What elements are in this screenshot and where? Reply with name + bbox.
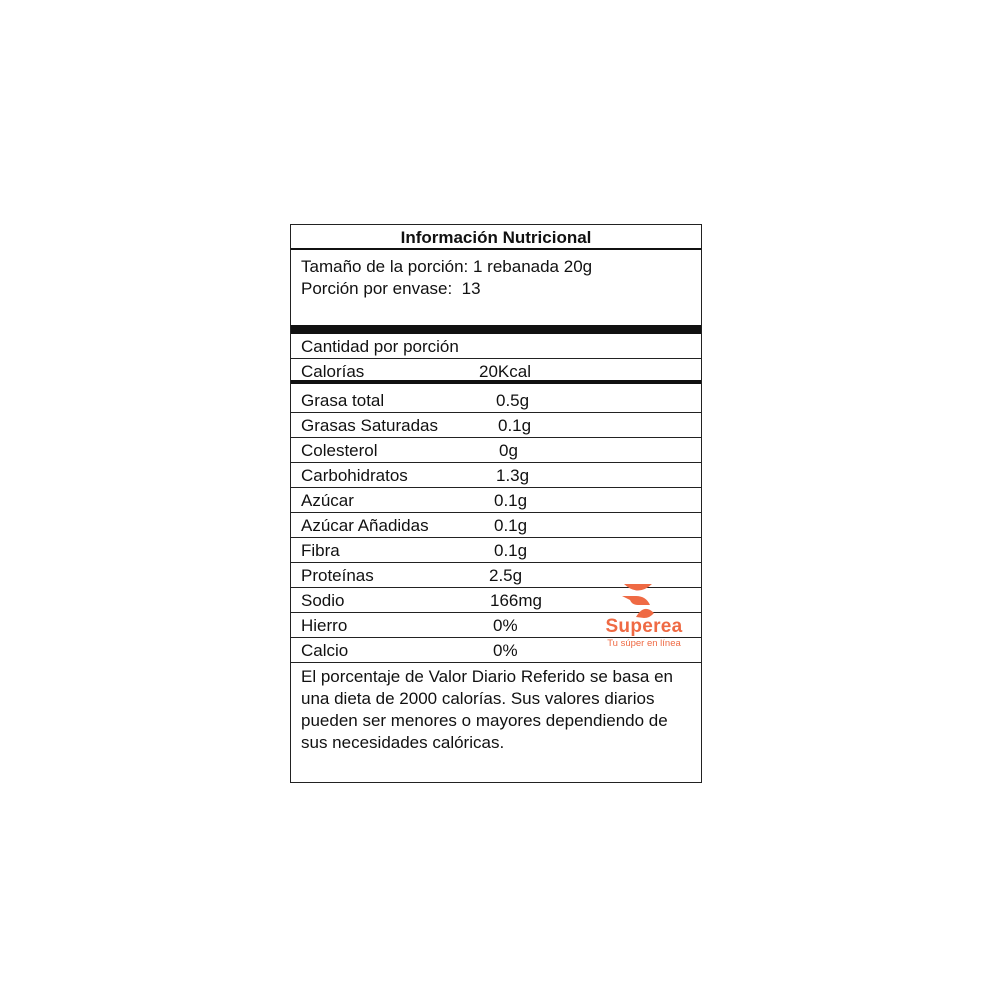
label-title: Información Nutricional <box>291 225 701 250</box>
nutrient-row-carbohidratos <box>291 463 701 488</box>
nutrient-row-grasas-saturadas <box>291 413 701 438</box>
nutrient-name: Colesterol <box>301 441 378 460</box>
nutrient-name: Grasas Saturadas <box>301 416 439 435</box>
superea-brand: Superea <box>605 616 683 637</box>
nutrient-name: Azúcar Añadidas <box>301 516 429 535</box>
nutrient-value: 0g <box>499 441 518 460</box>
nutrient-value: 0.1g <box>494 516 528 535</box>
nutrient-value: 0.1g <box>494 491 528 510</box>
superea-logo-icon <box>598 583 690 619</box>
serving-info <box>291 252 701 324</box>
nutrient-value: 1.3g <box>496 466 530 485</box>
nutrient-name: Carbohidratos <box>301 466 408 485</box>
nutrient-value: 0.1g <box>494 541 528 560</box>
nutrient-row-colesterol <box>291 438 701 463</box>
servings-per-container: Porción por envase: 13 <box>301 279 481 298</box>
nutrient-name: Calcio <box>301 641 349 660</box>
nutrient-name: Fibra <box>301 541 340 560</box>
nutrient-row-grasa-total <box>291 388 701 413</box>
nutrient-value: 166mg <box>490 591 542 610</box>
nutrition-label <box>290 224 702 783</box>
footnote: El porcentaje de Valor Diario Referido se basa en una dieta de 2000 calorías. Sus valores diarios pueden ser menores o mayores dependiendo de sus necesidades calóricas. <box>301 667 674 752</box>
amount-per-serving: Cantidad por porción <box>291 334 701 359</box>
calories-value: 20Kcal <box>479 362 531 381</box>
nutrient-value: 0% <box>493 641 518 660</box>
thick-divider <box>291 325 701 334</box>
nutrient-value: 0.1g <box>498 416 532 435</box>
nutrient-value: 0.5g <box>496 391 530 410</box>
superea-watermark <box>598 583 690 653</box>
nutrient-row-fibra <box>291 538 701 563</box>
nutrient-row-azucar <box>291 488 701 513</box>
calories-name: Calorías <box>301 362 365 381</box>
nutrient-row-azucar-anadidas <box>291 513 701 538</box>
nutrient-name: Proteínas <box>301 566 374 585</box>
nutrient-value: 0% <box>493 616 518 635</box>
calories-row <box>291 359 701 384</box>
nutrient-value: 2.5g <box>489 566 523 585</box>
nutrient-name: Sodio <box>301 591 345 610</box>
superea-tagline: Tu súper en línea <box>607 638 681 649</box>
nutrient-name: Grasa total <box>301 391 385 410</box>
serving-size: Tamaño de la porción: 1 rebanada 20g <box>301 257 593 276</box>
nutrient-name: Hierro <box>301 616 348 635</box>
nutrient-name: Azúcar <box>301 491 354 510</box>
